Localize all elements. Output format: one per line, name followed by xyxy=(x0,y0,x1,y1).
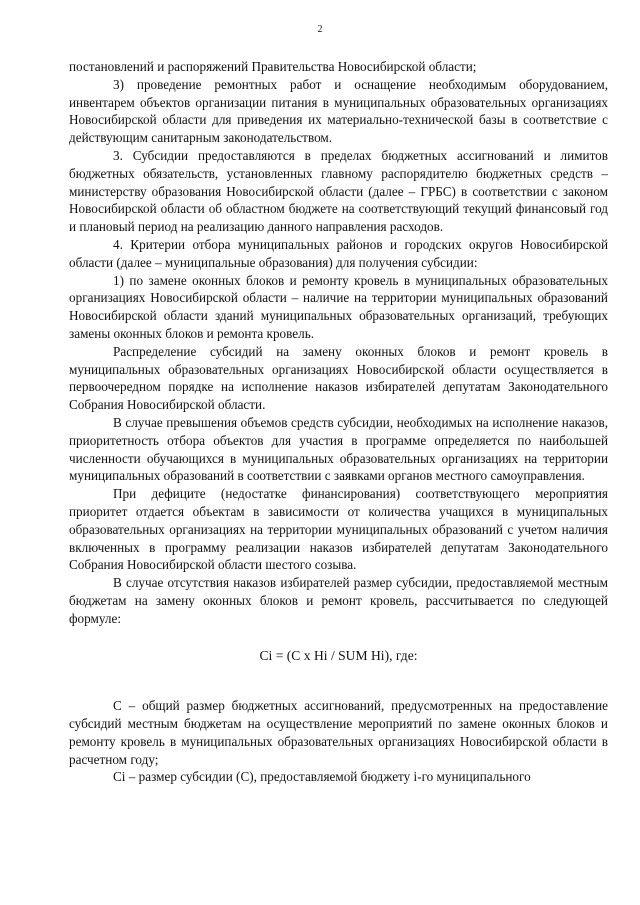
paragraph-definition-ci: Ci – размер субсидии (С), предоставляемой бюджету i-го муниципального xyxy=(113,769,531,785)
paragraph-excess-case: В случае превышения объемов средств субсидии, необходимых на исполнение наказов, приоритетность отбора объектов для участия в программе определяется по наибольшей численности обучающихся в муниципальных образовательных организациях на территории муниципальных образований в соответствии с заявками органов местного самоуправления. xyxy=(69,414,608,484)
paragraph-criterion-1: 1) по замене оконных блоков и ремонту кровель в муниципальных образовательных организациях Новосибирской области – наличие на территории муниципальных образований Новосибирской области зданий муниципальных образовательных организаций, требующих замены оконных блоков и ремонта кровель. xyxy=(69,272,608,341)
paragraph-item-3: 3) проведение ремонтных работ и оснащение необходимым оборудованием, инвентарем объектов организации питания в муниципальных образовательных организациях Новосибирской области для приведения их материально-технической базы в соответствие с действующим санитарным законодательством. xyxy=(69,76,608,146)
paragraph-continuation: постановлений и распоряжений Правительства Новосибирской области; xyxy=(69,59,477,74)
document-body xyxy=(69,58,608,786)
subsidy-formula: Ci = (C x Hi / SUM Hi), где: xyxy=(259,647,418,663)
paragraph-section-3: 3. Субсидии предоставляются в пределах бюджетных ассигнований и лимитов бюджетных обязательств, установленных главному распорядителю бюджетных средств – министерству образования Новосибирской области (далее – ГРБС) в соответствии с законом Новосибирской области об областном бюджете на соответствующий текущий финансовый год и плановый период на реализацию данного направления расходов. xyxy=(69,147,608,235)
paragraph-definition-c: C – общий размер бюджетных ассигнований, предусмотренных на предоставление субсидий местным бюджетам на осуществление мероприятий по замене оконных блоков и ремонту кровель в муниципальных образовательных организациях Новосибирской области в расчетном году; xyxy=(69,698,608,767)
page-number: 2 xyxy=(317,24,323,35)
paragraph-formula-intro: В случае отсутствия наказов избирателей размер субсидии, предоставляемой местным бюджетам на замену оконных блоков и ремонт кровель, рассчитывается по следующей формуле: xyxy=(69,575,608,626)
paragraph-deficit-case: При дефиците (недостатке финансирования) соответствующего мероприятия приоритет отдается объектам в зависимости от количества учащихся в муниципальных образовательных организациях на территории муниципальных образований с учетом наличия включенных в программу реализации наказов избирателей депутатам Законодательного Собрания Новосибирской области шестого созыва. xyxy=(69,486,608,573)
paragraph-distribution: Распределение субсидий на замену оконных блоков и ремонт кровель в муниципальных образовательных организациях Новосибирской области осуществляется в первоочередном порядке на исполнение наказов избирателей депутатам Законодательного Собрания Новосибирской области. xyxy=(69,343,608,413)
paragraph-section-4: 4. Критерии отбора муниципальных районов и городских округов Новосибирской области (далее – муниципальные образования) для получения субсидии: xyxy=(69,236,608,270)
